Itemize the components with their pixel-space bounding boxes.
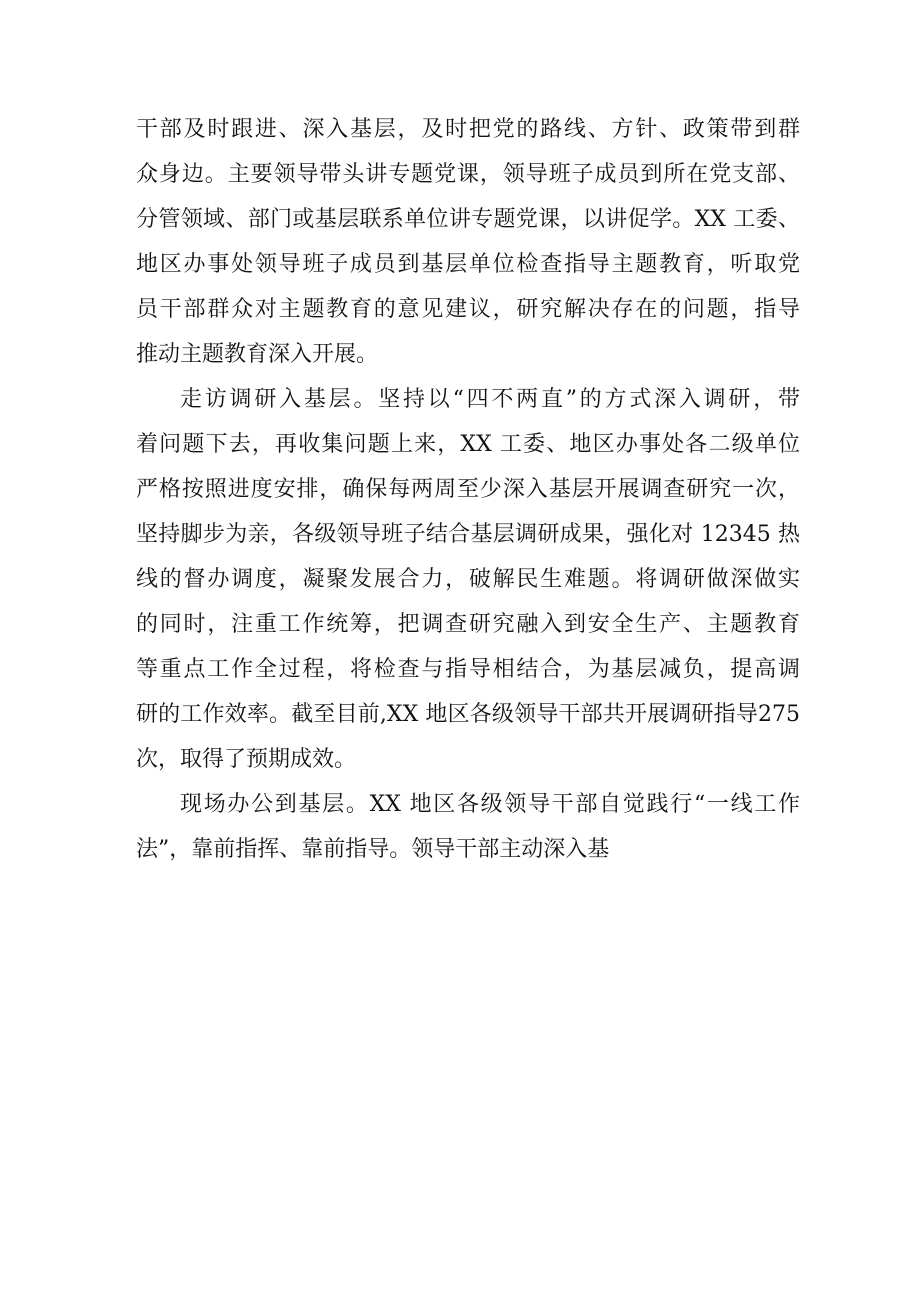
paragraph-2	[136, 377, 800, 782]
text-line: 坚持脚步为亲，各级领导班子结合基层调研成果，强化对 12345 热	[136, 522, 800, 547]
text-line: 等重点工作全过程，将检查与指导相结合，为基层减负，提高调	[136, 657, 800, 682]
text-line: 推动主题教育深入开展。	[136, 342, 379, 367]
text-line: 的同时，注重工作统筹，把调查研究融入到安全生产、主题教育	[136, 612, 800, 637]
text-line: 走访调研入基层。坚持以“四不两直”的方式深入调研，带	[180, 387, 800, 412]
text-line: 严格按照进度安排，确保每两周至少深入基层开展调查研究一次，	[136, 477, 800, 502]
body-text	[136, 107, 800, 872]
text-line: 法”，靠前指挥、靠前指导。领导干部主动深入基	[136, 837, 610, 862]
paragraph-1	[136, 107, 800, 377]
text-line: 干部及时跟进、深入基层，及时把党的路线、方针、政策带到群	[136, 117, 800, 142]
text-line: 地区办事处领导班子成员到基层单位检查指导主题教育，听取党	[136, 252, 800, 277]
text-line: 众身边。主要领导带头讲专题党课，领导班子成员到所在党支部、	[136, 162, 800, 187]
text-line: 次，取得了预期成效。	[136, 747, 357, 772]
text-line: 线的督办调度，凝聚发展合力，破解民生难题。将调研做深做实	[136, 567, 800, 592]
text-line: 着问题下去，再收集问题上来，XX 工委、地区办事处各二级单位	[136, 432, 800, 457]
text-line: 员干部群众对主题教育的意见建议，研究解决存在的问题，指导	[136, 297, 800, 322]
paragraph-3	[136, 782, 800, 872]
text-line: 分管领域、部门或基层联系单位讲专题党课，以讲促学。XX 工委、	[136, 207, 800, 232]
text-line: 现场办公到基层。XX 地区各级领导干部自觉践行“一线工作	[180, 792, 800, 817]
text-line: 研的工作效率。截至目前,XX 地区各级领导干部共开展调研指导275	[136, 702, 800, 727]
